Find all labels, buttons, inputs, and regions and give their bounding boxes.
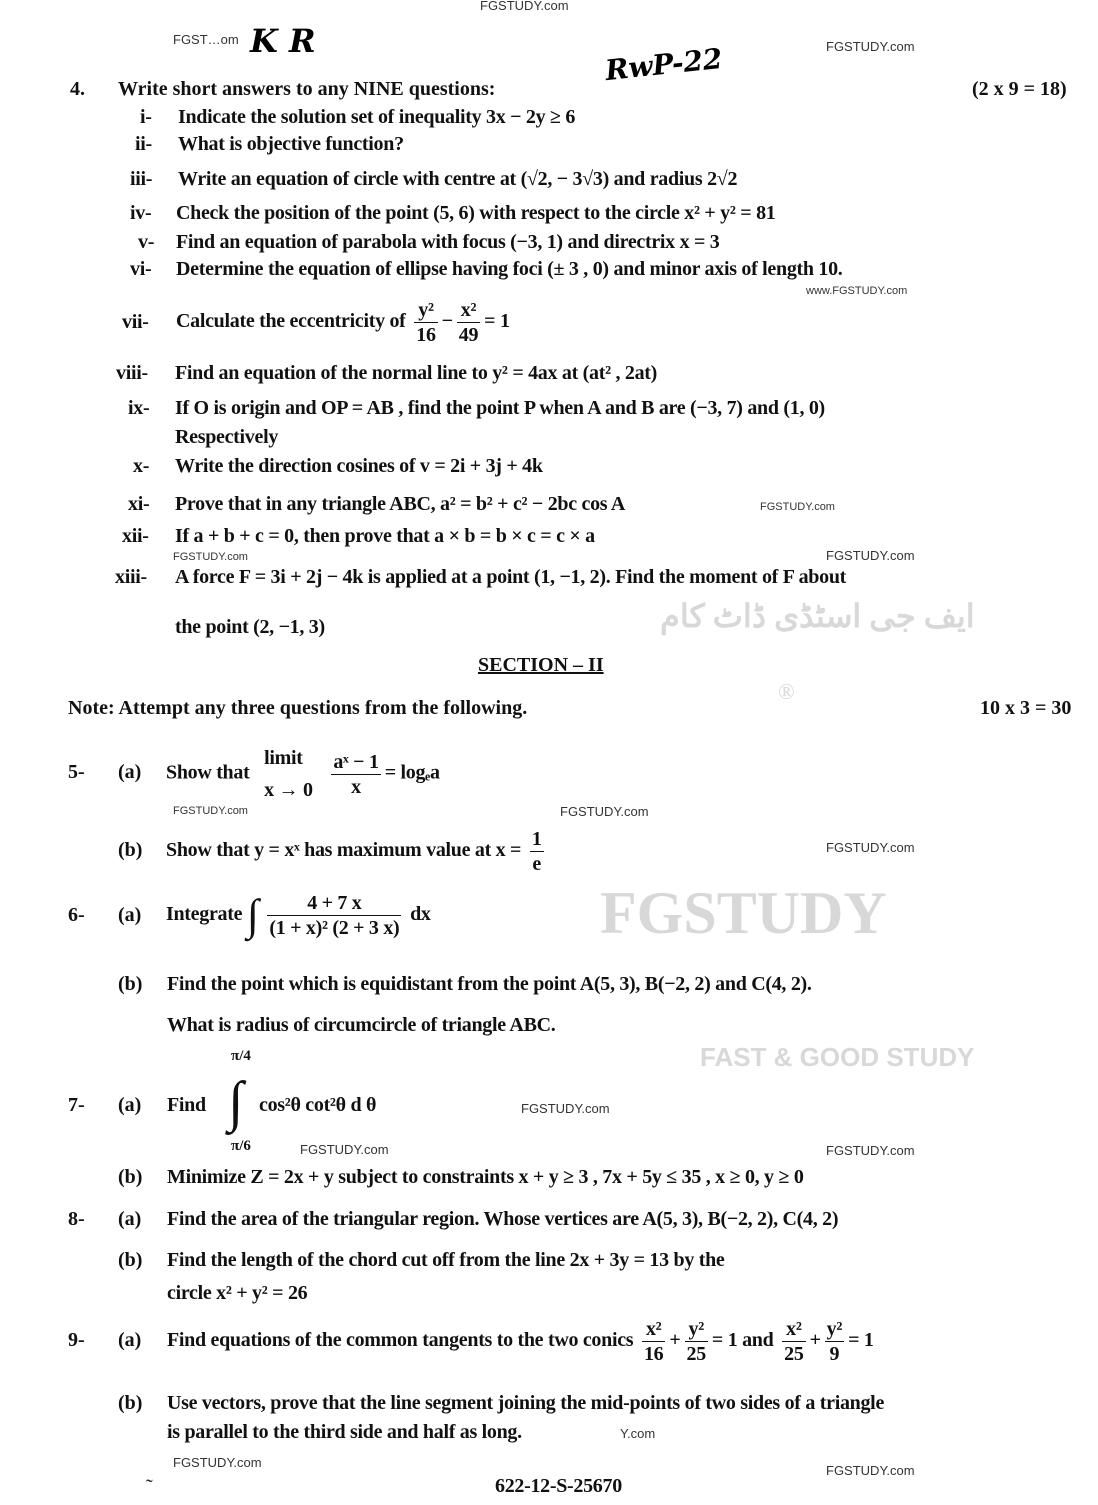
question-number: 7- — [68, 1094, 85, 1116]
item-text: Prove that in any triangle ABC, a² = b² + c² − 2bc cos A — [175, 493, 626, 515]
part-label: (b) — [118, 973, 143, 995]
numerator: aˣ − 1 — [333, 750, 379, 773]
part-label: (a) — [118, 761, 142, 783]
equation-rhs: = 1 — [484, 310, 510, 332]
numerator: x² — [642, 1317, 665, 1342]
handwritten-mark: K R — [250, 22, 316, 60]
question-number: 5- — [68, 761, 85, 783]
denominator: 16 — [416, 323, 436, 346]
part-text-continued: is parallel to the third side and half as long. — [167, 1421, 522, 1443]
item-number: i- — [140, 106, 152, 128]
part-text: Find — [167, 1094, 206, 1116]
numerator: x² — [782, 1317, 805, 1342]
watermark-text: FGSTUDY.com — [760, 501, 835, 513]
question-number: 8- — [68, 1208, 85, 1230]
numerator: y² — [826, 1317, 843, 1340]
item-number: x- — [133, 455, 150, 477]
item-text: Check the position of the point (5, 6) with respect to the circle x² + y² = 81 — [176, 202, 776, 224]
section-marks: 10 x 3 = 30 — [980, 697, 1072, 719]
part-text — [166, 884, 431, 945]
fraction — [331, 750, 380, 799]
limit-word: limit — [264, 747, 303, 769]
denominator: 49 — [458, 323, 479, 346]
question-title: Write short answers to any NINE questions: — [118, 78, 496, 100]
item-number: iv- — [130, 202, 152, 224]
watermark-logo: FGSTUDY — [600, 880, 887, 946]
denominator: e — [532, 852, 541, 875]
fraction — [530, 827, 544, 876]
watermark-text: FGSTUDY.com — [826, 840, 915, 855]
limit-subscript: x → 0 — [264, 779, 313, 801]
watermark-text: FGSTUDY.com — [826, 1463, 915, 1478]
part-text-continued: What is radius of circumcircle of triangle ABC. — [167, 1014, 556, 1036]
question-number: 6- — [68, 904, 85, 926]
numerator: y² — [414, 298, 437, 323]
part-label: (a) — [118, 1329, 142, 1351]
fraction — [414, 298, 437, 347]
integral-sign: ∫ — [228, 1071, 244, 1133]
part-label: (a) — [118, 1094, 142, 1116]
part-label: (b) — [118, 1166, 143, 1188]
watermark-text: FGST…om — [173, 32, 239, 47]
equation-rhs: = 1 — [848, 1329, 874, 1351]
part-label: (b) — [118, 1249, 143, 1271]
item-number: xi- — [128, 493, 150, 515]
question-number: 4. — [70, 78, 85, 100]
denominator: x — [351, 775, 361, 798]
part-text-prefix: Show that y = xˣ has maximum value at x = — [166, 839, 522, 861]
part-text-prefix: Find equations of the common tangents to the two conics — [167, 1329, 634, 1351]
item-number: iii- — [130, 168, 153, 190]
watermark-registered: ® — [778, 679, 795, 704]
watermark-text: FGSTUDY.com — [826, 548, 915, 563]
differential: dx — [410, 903, 431, 925]
part-text: Minimize Z = 2x + y subject to constraints x + y ≥ 3 , 7x + 5y ≤ 35 , x ≥ 0, y ≥ 0 — [167, 1166, 804, 1188]
part-label: (b) — [118, 839, 143, 861]
fraction — [642, 1317, 665, 1366]
item-text: Write the direction cosines of v = 2i + 3j + 4k — [175, 455, 543, 477]
watermark-text: FGSTUDY.com — [173, 551, 248, 563]
denominator: 25 — [784, 1342, 804, 1365]
fraction — [782, 1317, 805, 1366]
numerator: 4 + 7 x — [267, 891, 401, 916]
section-note: Note: Attempt any three questions from the following. — [68, 697, 528, 719]
item-text: Find an equation of parabola with focus (−3, 1) and directrix x = 3 — [176, 231, 720, 253]
denominator: 25 — [686, 1342, 706, 1365]
fraction — [685, 1317, 708, 1366]
integral-sign: ∫ — [246, 890, 259, 940]
item-number: xiii- — [115, 566, 147, 588]
watermark-urdu: ایف جی اسٹڈی ڈاٹ کام — [660, 598, 975, 634]
fraction — [825, 1317, 844, 1366]
integrand: cos²θ cot²θ d θ — [259, 1094, 377, 1116]
item-text: Find an equation of the normal line to y² = 4ax at (at² , 2at) — [175, 362, 658, 384]
fraction — [457, 298, 480, 347]
operator: − — [441, 310, 453, 332]
paper-code: 622-12-S-25670 — [495, 1475, 622, 1497]
question-number: 9- — [68, 1329, 85, 1351]
item-number: ii- — [135, 133, 152, 155]
part-text-prefix: Integrate — [166, 903, 243, 925]
item-text-prefix: Calculate the eccentricity of — [176, 310, 406, 332]
fraction — [267, 891, 401, 940]
integral-upper-limit: π/4 — [231, 1048, 251, 1064]
part-text-prefix: Show that — [166, 761, 250, 784]
question-marks: (2 x 9 = 18) — [972, 78, 1067, 100]
denominator: 16 — [643, 1342, 664, 1365]
denominator: (1 + x)² (2 + 3 x) — [269, 916, 400, 939]
part-text: Find the area of the triangular region. Whose vertices are A(5, 3), B(−2, 2), C(4, 2) — [167, 1208, 839, 1230]
part-text: Use vectors, prove that the line segment joining the mid-points of two sides of a triangle — [167, 1392, 885, 1414]
watermark-text: FGSTUDY.com — [480, 0, 569, 13]
item-number: v- — [138, 231, 155, 253]
item-number: vii- — [122, 311, 149, 333]
item-text: What is objective function? — [178, 133, 404, 155]
item-text: If O is origin and OP = AB , find the point P when A and B are (−3, 7) and (1, 0) — [175, 397, 825, 419]
equation-rhs: = 1 and — [711, 1329, 774, 1351]
part-label: (a) — [118, 1208, 142, 1230]
part-text — [166, 742, 440, 806]
part-text — [166, 820, 548, 880]
operator: + — [669, 1329, 681, 1351]
watermark-text: FGSTUDY.com — [521, 1101, 610, 1116]
item-text: Determine the equation of ellipse having foci (± 3 , 0) and minor axis of length 10. — [176, 258, 843, 280]
item-text-continued: Respectively — [175, 426, 279, 448]
watermark-text: Y.com — [620, 1426, 656, 1441]
item-text-continued: the point (2, −1, 3) — [175, 616, 325, 638]
item-number: viii- — [116, 362, 148, 384]
item-text: Write an equation of circle with centre at (√2, − 3√3) and radius 2√2 — [178, 168, 738, 190]
part-label: (b) — [118, 1392, 143, 1414]
numerator: y² — [685, 1317, 708, 1342]
part-text: Find the point which is equidistant from the point A(5, 3), B(−2, 2) and C(4, 2). — [167, 973, 812, 995]
footer-mark: ˜ — [146, 1476, 153, 1498]
part-text-continued: circle x² + y² = 26 — [167, 1282, 308, 1304]
numerator: 1 — [531, 827, 542, 850]
denominator: 9 — [829, 1342, 840, 1365]
watermark-text: FGSTUDY.com — [826, 39, 915, 54]
watermark-text: FGSTUDY.com — [173, 805, 248, 817]
integral-lower-limit: π/6 — [231, 1138, 251, 1154]
item-number: xii- — [122, 525, 149, 547]
item-number: vi- — [130, 258, 152, 280]
section-title: SECTION – II — [478, 654, 604, 676]
operator: + — [809, 1329, 821, 1351]
part-text — [167, 1310, 874, 1370]
watermark-slogan: FAST & GOOD STUDY — [700, 1042, 975, 1072]
item-text: If a + b + c = 0, then prove that a × b = b × c = c × a — [175, 525, 595, 547]
item-text: Indicate the solution set of inequality 3x − 2y ≥ 6 — [178, 106, 576, 128]
equation-rhs: = logₑa — [384, 761, 440, 784]
item-number: ix- — [128, 397, 150, 419]
watermark-text: FGSTUDY.com — [826, 1143, 915, 1158]
watermark-text: www.FGSTUDY.com — [806, 285, 908, 297]
watermark-text: FGSTUDY.com — [560, 804, 649, 819]
item-text — [176, 294, 510, 348]
watermark-text: FGSTUDY.com — [300, 1142, 389, 1157]
part-label: (a) — [118, 904, 142, 926]
watermark-text: FGSTUDY.com — [173, 1455, 262, 1470]
handwritten-paper-code: RwP-22 — [603, 41, 724, 88]
limit — [264, 742, 313, 806]
item-text: A force F = 3i + 2j − 4k is applied at a point (1, −1, 2). Find the moment of F about — [175, 566, 847, 588]
part-text: Find the length of the chord cut off from the line 2x + 3y = 13 by the — [167, 1249, 725, 1271]
numerator: x² — [457, 298, 480, 323]
